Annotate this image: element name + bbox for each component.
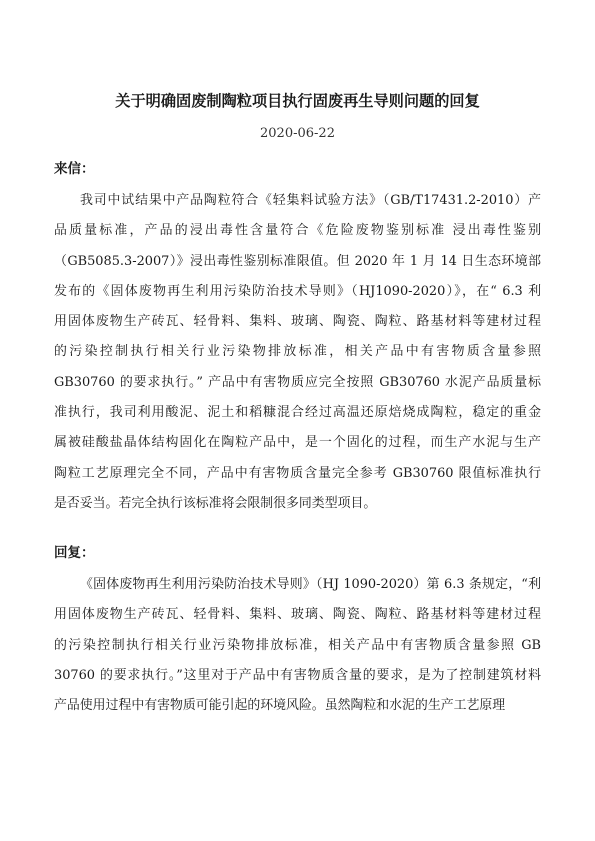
letter-body [54,186,541,519]
letter-text-line: 的污染控制执行相关行业污染物排放标准，相关产品中有害物质含量参照 [54,344,541,360]
reply-text-line: 产品使用过程中有害物质可能引起的环境风险。虽然陶粒和水泥的生产工艺原理 [54,698,506,714]
reply-text-line: 的污染控制执行相关行业污染物排放标准，相关产品中有害物质含量参照 GB [54,637,541,653]
reply-body [54,570,541,721]
letter-heading: 来信： [54,161,95,177]
reply-text-line: 用固体废物生产砖瓦、轻骨料、集料、玻璃、陶瓷、陶粒、路基材料等建材过程 [54,607,541,623]
letter-text-line: 我司中试结果中产品陶粒符合《轻集料试验方法》（GB/T17431.2-2010）产 [80,193,541,208]
letter-text-line: 陶粒工艺原理完全不同，产品中有害物质含量完全参考 GB30760 限值标准执行 [54,465,541,481]
document-date: 2020-06-22 [260,126,335,141]
letter-text-line: 是否妥当。若完全执行该标准将会限制很多同类型项目。 [54,495,377,511]
letter-text-line: 属被硅酸盐晶体结构固化在陶粒产品中，是一个固化的过程，而生产水泥与生产 [54,435,541,451]
reply-text-line: 《固体废物再生利用污染防治技术导则》（HJ 1090-2020）第 6.3 条规定，“利 [80,577,541,592]
reply-heading: 回复： [54,545,95,561]
letter-text-line: 品质量标准，产品的浸出毒性含量符合《危险废物鉴别标准 浸出毒性鉴别 [54,223,541,239]
letter-text-line: （GB5085.3-2007）》浸出毒性鉴别标准限值。但 2020 年 1 月 14 日生态环境部 [54,253,541,269]
reply-text-line: 30760 的要求执行。”这里对于产品中有害物质含量的要求，是为了控制建筑材料 [54,667,541,683]
letter-text-line: 发布的《固体废物再生利用污染防治技术导则》（HJ1090-2020）》，在“ 6.3 利 [54,283,541,299]
letter-text-line: 用固体废物生产砖瓦、轻骨料、集料、玻璃、陶瓷、陶粒、路基材料等建材过程 [54,314,541,330]
letter-text-line: 准执行，我司利用酸泥、泥土和稻糠混合经过高温还原焙烧成陶粒，稳定的重金 [54,405,541,421]
letter-text-line: GB30760 的要求执行。” 产品中有害物质应完全按照 GB30760 水泥产品质量标 [54,374,541,390]
document-title: 关于明确固废制陶粒项目执行固废再生导则问题的回复 [115,92,480,110]
